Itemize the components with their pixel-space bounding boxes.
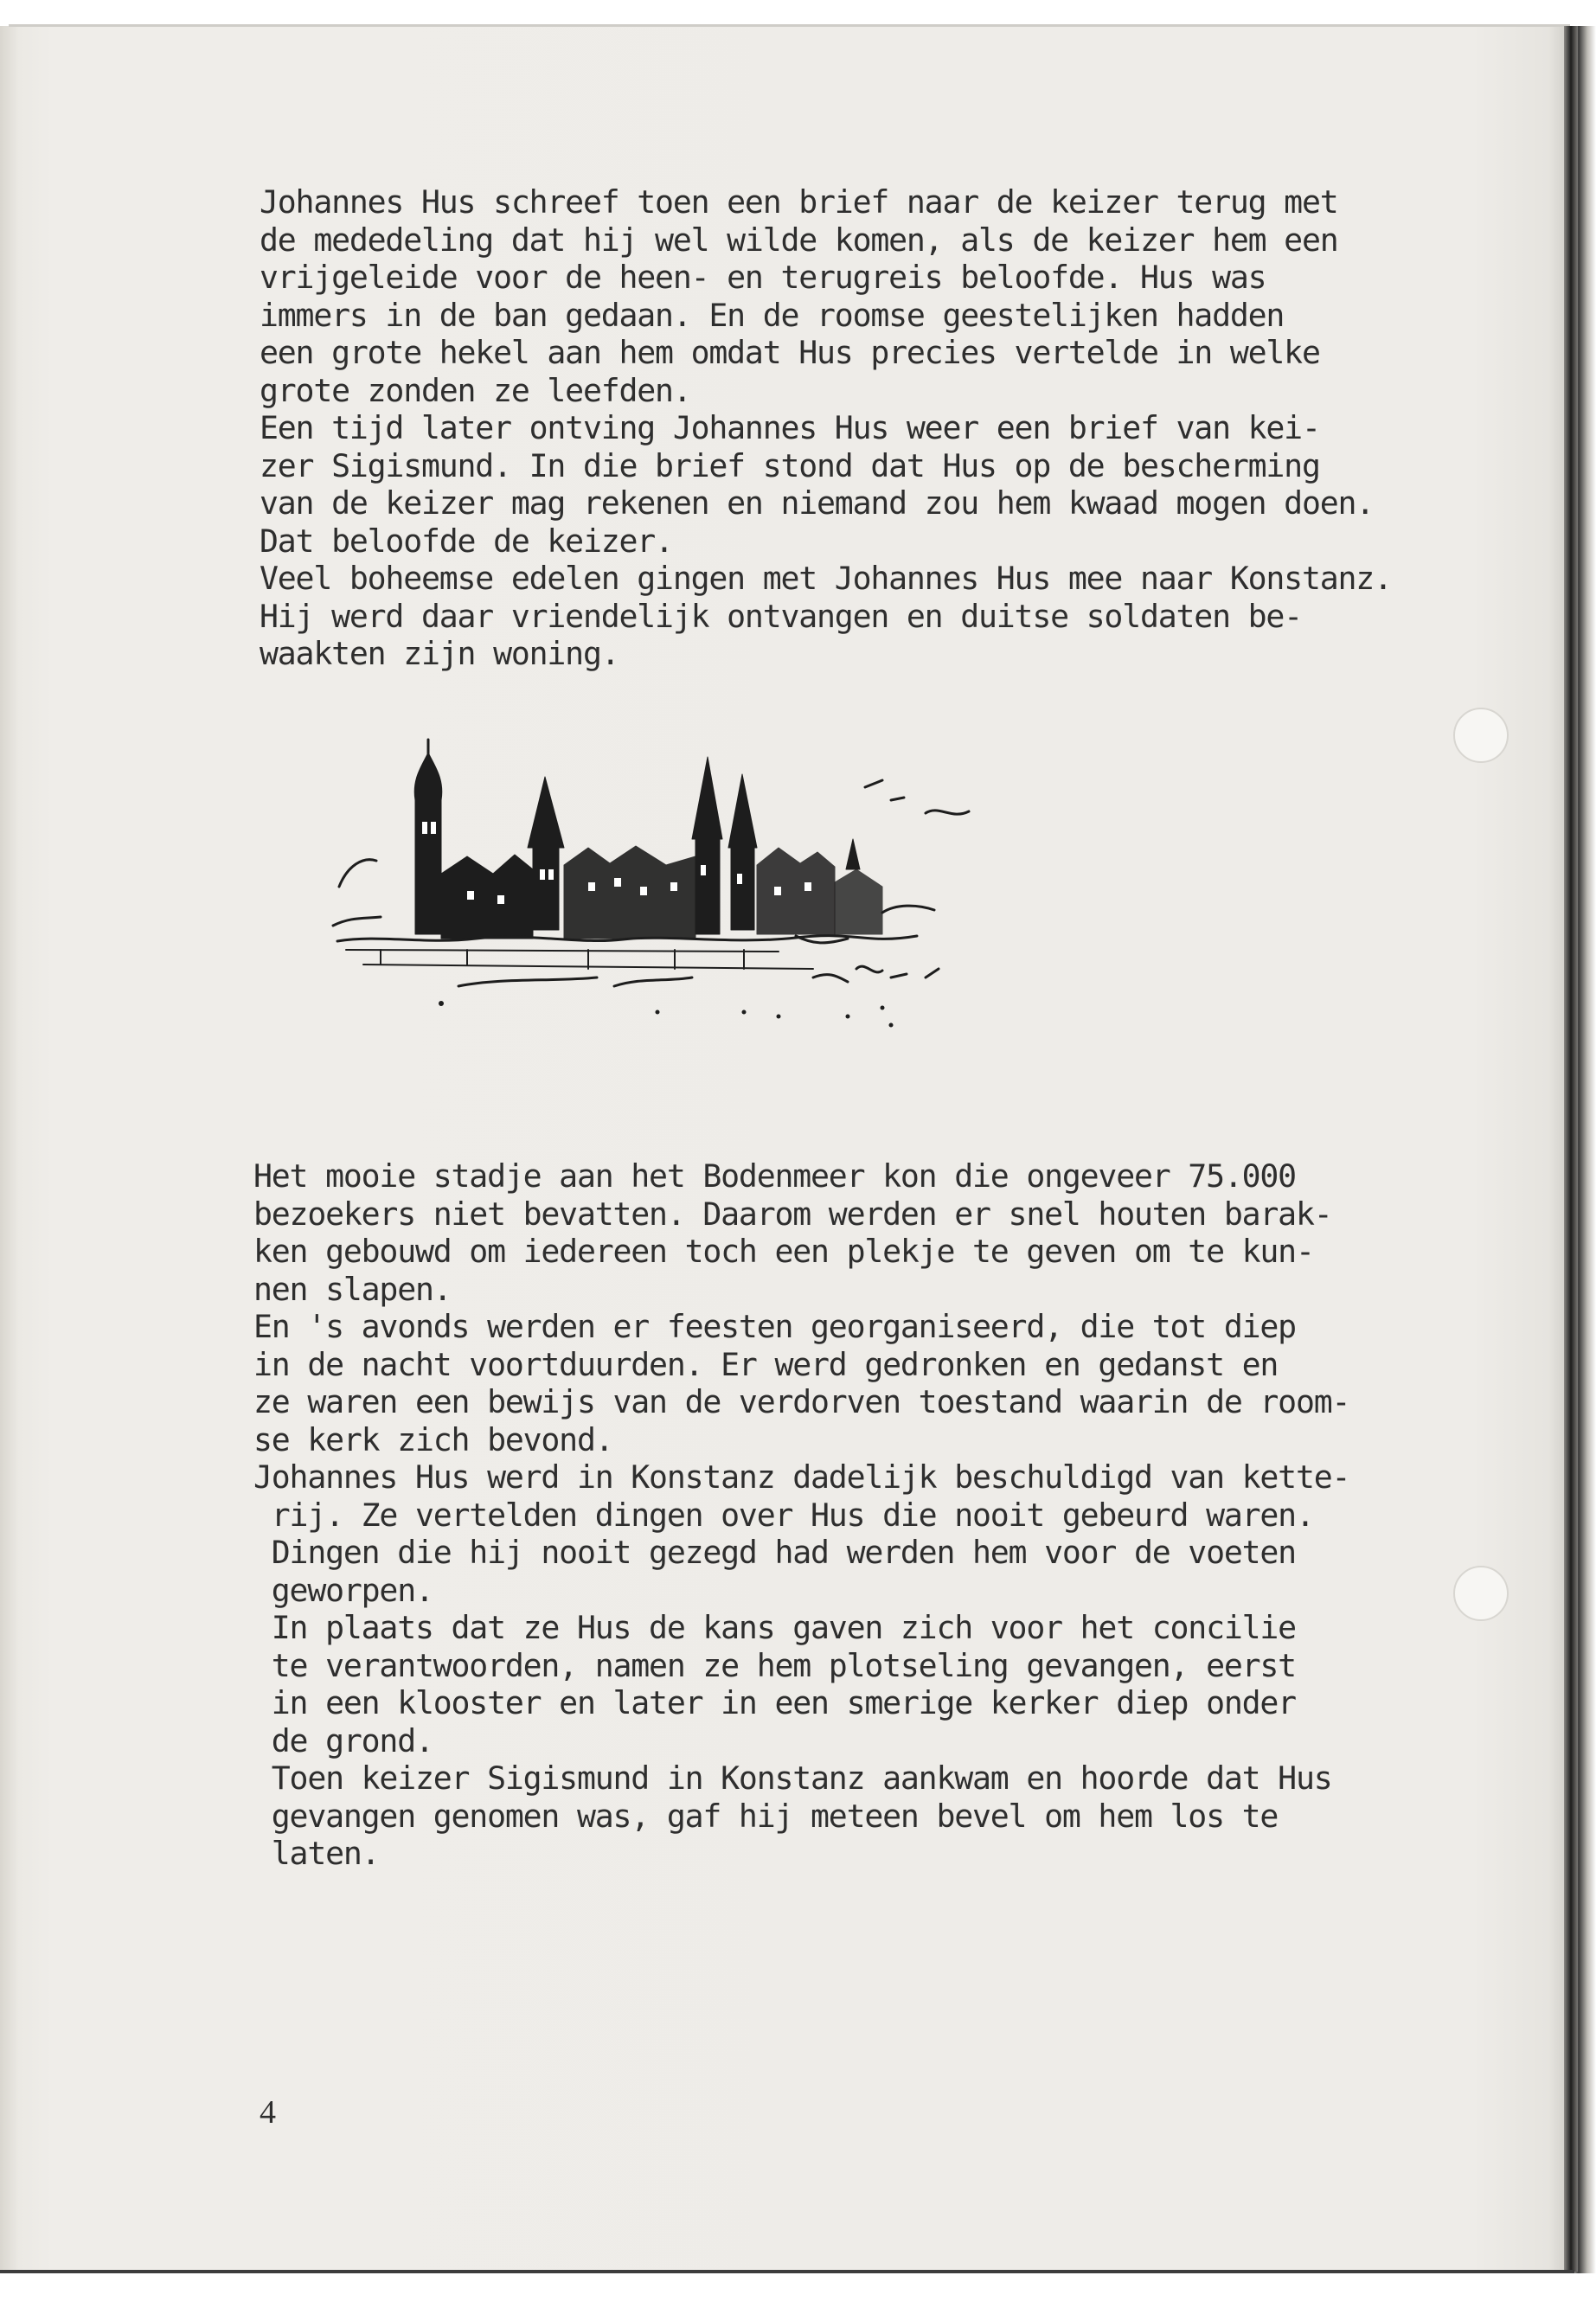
text-line: te verantwoorden, namen ze hem plotseling gevangen, eerst [253,1646,1296,1684]
bottom-margin [0,2273,1596,2301]
binding-edge [1564,26,1578,2272]
text-line: de mededeling dat hij wel wilde komen, als de keizer hem een [260,221,1338,259]
text-line: immers in de ban gedaan. En de roomse geestelijken hadden [260,296,1285,334]
text-line: van de keizer mag rekenen en niemand zou hem kwaad mogen doen. [260,484,1375,522]
text-line: vrijgeleide voor de heen- en terugreis beloofde. Hus was [260,259,1266,296]
text-line: geworpen. [253,1571,433,1609]
text-line: gevangen genomen was, gaf hij meteen bevel om hem los te [253,1797,1279,1835]
text-line: laten. [253,1835,380,1872]
text-block-bottom [253,1157,1349,1873]
text-line: Dat beloofde de keizer. [260,522,673,560]
text-line: Dingen die hij nooit gezegd had werden hem voor de voeten [253,1534,1296,1571]
text-line: bezoekers niet bevatten. Daarom werden er snel houten barak- [253,1195,1332,1233]
text-line: se kerk zich bevond. [253,1420,613,1458]
punch-hole-bottom [1453,1566,1509,1621]
text-line: Hij werd daar vriendelijk ontvangen en duitse soldaten be- [260,597,1302,635]
text-line: rij. Ze vertelden dingen over Hus die nooit gebeurd waren. [253,1496,1314,1534]
text-line: ken gebouwd om iedereen toch een plekje te geven om te kun- [253,1233,1314,1270]
text-line: Veel boheemse edelen gingen met Johannes Hus mee naar Konstanz. [260,560,1392,597]
text-line: een grote hekel aan hem omdat Hus precies vertelde in welke [260,334,1320,371]
text-block-top [260,183,1392,673]
text-line: Het mooie stadje aan het Bodenmeer kon die ongeveer 75.000 [253,1157,1296,1195]
text-line: Johannes Hus schreef toen een brief naar de keizer terug met [260,183,1338,221]
top-margin [0,0,1596,26]
text-line: grote zonden ze leefden. [260,371,691,409]
text-line: nen slapen. [253,1270,452,1308]
text-line: in de nacht voortduurden. Er werd gedronken en gedanst en [253,1345,1279,1383]
text-line: Toen keizer Sigismund in Konstanz aankwam en hoorde dat Hus [253,1759,1332,1797]
text-line: de grond. [253,1721,433,1759]
text-line: En 's avonds werden er feesten georganiseerd, die tot diep [253,1308,1296,1345]
punch-hole-top [1453,708,1509,763]
text-line: in een klooster en later in een smerige kerker diep onder [253,1684,1296,1721]
city-skyline-illustration [329,718,1107,1055]
top-edge-line [9,24,1570,27]
page-number: 4 [260,2094,276,2131]
text-line: In plaats dat ze Hus de kans gaven zich voor het concilie [253,1609,1296,1646]
text-line: zer Sigismund. In die brief stond dat Hus op de bescherming [260,446,1320,484]
text-line: Johannes Hus werd in Konstanz dadelijk beschuldigd van kette- [253,1458,1350,1496]
text-line: waakten zijn woning. [260,635,619,672]
text-line: ze waren een bewijs van de verdorven toestand waarin de room- [253,1383,1350,1420]
text-line: Een tijd later ontving Johannes Hus weer een brief van kei- [260,409,1320,446]
